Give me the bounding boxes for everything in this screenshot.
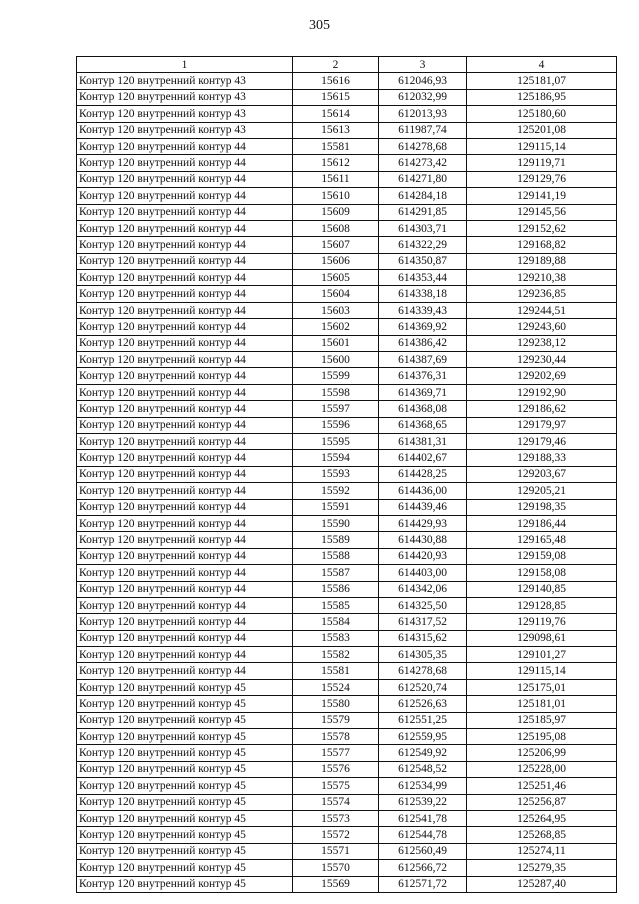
contour-name-cell: Контур 120 внутренний контур 44	[77, 352, 293, 368]
point-number-cell: 15577	[293, 745, 379, 761]
table-row	[77, 138, 617, 154]
table-header	[77, 57, 617, 73]
x-coordinate-cell: 614368,65	[379, 417, 467, 433]
x-coordinate-cell: 614305,35	[379, 647, 467, 663]
table-row	[77, 810, 617, 826]
x-coordinate-cell: 614402,67	[379, 450, 467, 466]
contour-name-cell: Контур 120 внутренний контур 44	[77, 630, 293, 646]
contour-name-cell: Контур 120 внутренний контур 43	[77, 89, 293, 105]
point-number-cell: 15586	[293, 581, 379, 597]
y-coordinate-cell: 125181,01	[467, 696, 617, 712]
table-row	[77, 220, 617, 236]
point-number-cell: 15574	[293, 794, 379, 810]
contour-name-cell: Контур 120 внутренний контур 45	[77, 810, 293, 826]
x-coordinate-cell: 614439,46	[379, 499, 467, 515]
y-coordinate-cell: 125274,11	[467, 843, 617, 859]
point-number-cell: 15600	[293, 352, 379, 368]
column-header-3: 3	[379, 57, 467, 73]
x-coordinate-cell: 612541,78	[379, 810, 467, 826]
contour-name-cell: Контур 120 внутренний контур 45	[77, 761, 293, 777]
table-row	[77, 237, 617, 253]
point-number-cell: 15583	[293, 630, 379, 646]
y-coordinate-cell: 125279,35	[467, 860, 617, 876]
contour-name-cell: Контур 120 внутренний контур 44	[77, 188, 293, 204]
y-coordinate-cell: 125251,46	[467, 778, 617, 794]
table-row	[77, 352, 617, 368]
y-coordinate-cell: 129165,48	[467, 532, 617, 548]
x-coordinate-cell: 614315,62	[379, 630, 467, 646]
point-number-cell: 15575	[293, 778, 379, 794]
y-coordinate-cell: 125256,87	[467, 794, 617, 810]
contour-name-cell: Контур 120 внутренний контур 45	[77, 696, 293, 712]
x-coordinate-cell: 614338,18	[379, 286, 467, 302]
contour-name-cell: Контур 120 внутренний контур 44	[77, 302, 293, 318]
table-row	[77, 188, 617, 204]
page-number: 305	[309, 18, 330, 33]
x-coordinate-cell: 614369,92	[379, 319, 467, 335]
contour-name-cell: Контур 120 внутренний контур 44	[77, 483, 293, 499]
point-number-cell: 15607	[293, 237, 379, 253]
x-coordinate-cell: 611987,74	[379, 122, 467, 138]
y-coordinate-cell: 129141,19	[467, 188, 617, 204]
y-coordinate-cell: 125264,95	[467, 810, 617, 826]
table-row	[77, 335, 617, 351]
column-header-1: 1	[77, 57, 293, 73]
x-coordinate-cell: 614303,71	[379, 220, 467, 236]
y-coordinate-cell: 125228,00	[467, 761, 617, 777]
table-row	[77, 171, 617, 187]
y-coordinate-cell: 129140,85	[467, 581, 617, 597]
x-coordinate-cell: 612013,93	[379, 106, 467, 122]
x-coordinate-cell: 612566,72	[379, 860, 467, 876]
column-header-2: 2	[293, 57, 379, 73]
table-row	[77, 761, 617, 777]
table-row	[77, 860, 617, 876]
point-number-cell: 15601	[293, 335, 379, 351]
point-number-cell: 15569	[293, 876, 379, 892]
x-coordinate-cell: 614339,43	[379, 302, 467, 318]
point-number-cell: 15602	[293, 319, 379, 335]
x-coordinate-cell: 614436,00	[379, 483, 467, 499]
x-coordinate-cell: 614325,50	[379, 597, 467, 613]
x-coordinate-cell: 612560,49	[379, 843, 467, 859]
point-number-cell: 15570	[293, 860, 379, 876]
y-coordinate-cell: 129158,08	[467, 565, 617, 581]
point-number-cell: 15581	[293, 138, 379, 154]
contour-name-cell: Контур 120 внутренний контур 45	[77, 712, 293, 728]
table-row	[77, 319, 617, 335]
x-coordinate-cell: 614317,52	[379, 614, 467, 630]
table-row	[77, 106, 617, 122]
y-coordinate-cell: 129119,71	[467, 155, 617, 171]
table-row	[77, 433, 617, 449]
y-coordinate-cell: 125206,99	[467, 745, 617, 761]
table-row	[77, 483, 617, 499]
x-coordinate-cell: 614342,06	[379, 581, 467, 597]
table-row	[77, 876, 617, 892]
point-number-cell: 15573	[293, 810, 379, 826]
x-coordinate-cell: 614429,93	[379, 515, 467, 531]
point-number-cell: 15579	[293, 712, 379, 728]
y-coordinate-cell: 129192,90	[467, 384, 617, 400]
contour-name-cell: Контур 120 внутренний контур 45	[77, 745, 293, 761]
contour-name-cell: Контур 120 внутренний контур 45	[77, 794, 293, 810]
point-number-cell: 15613	[293, 122, 379, 138]
contour-name-cell: Контур 120 внутренний контур 44	[77, 270, 293, 286]
x-coordinate-cell: 612539,22	[379, 794, 467, 810]
contour-name-cell: Контур 120 внутренний контур 45	[77, 827, 293, 843]
x-coordinate-cell: 614430,88	[379, 532, 467, 548]
contour-name-cell: Контур 120 внутренний контур 44	[77, 335, 293, 351]
x-coordinate-cell: 614369,71	[379, 384, 467, 400]
point-number-cell: 15591	[293, 499, 379, 515]
table-row	[77, 794, 617, 810]
contour-name-cell: Контур 120 внутренний контур 44	[77, 253, 293, 269]
table-row	[77, 499, 617, 515]
point-number-cell: 15589	[293, 532, 379, 548]
contour-name-cell: Контур 120 внутренний контур 43	[77, 73, 293, 89]
y-coordinate-cell: 129238,12	[467, 335, 617, 351]
point-number-cell: 15572	[293, 827, 379, 843]
contour-name-cell: Контур 120 внутренний контур 44	[77, 614, 293, 630]
contour-name-cell: Контур 120 внутренний контур 44	[77, 319, 293, 335]
y-coordinate-cell: 125268,85	[467, 827, 617, 843]
x-coordinate-cell: 614387,69	[379, 352, 467, 368]
x-coordinate-cell: 614376,31	[379, 368, 467, 384]
y-coordinate-cell: 125181,07	[467, 73, 617, 89]
y-coordinate-cell: 129236,85	[467, 286, 617, 302]
x-coordinate-cell: 614403,00	[379, 565, 467, 581]
point-number-cell: 15585	[293, 597, 379, 613]
table-row	[77, 745, 617, 761]
y-coordinate-cell: 125201,08	[467, 122, 617, 138]
contour-name-cell: Контур 120 внутренний контур 45	[77, 876, 293, 892]
point-number-cell: 15582	[293, 647, 379, 663]
contour-name-cell: Контур 120 внутренний контур 43	[77, 122, 293, 138]
point-number-cell: 15609	[293, 204, 379, 220]
x-coordinate-cell: 612559,95	[379, 729, 467, 745]
point-number-cell: 15578	[293, 729, 379, 745]
y-coordinate-cell: 129098,61	[467, 630, 617, 646]
contour-name-cell: Контур 120 внутренний контур 44	[77, 237, 293, 253]
point-number-cell: 15616	[293, 73, 379, 89]
y-coordinate-cell: 129202,69	[467, 368, 617, 384]
point-number-cell: 15597	[293, 401, 379, 417]
y-coordinate-cell: 129230,44	[467, 352, 617, 368]
point-number-cell: 15599	[293, 368, 379, 384]
table-row	[77, 368, 617, 384]
point-number-cell: 15596	[293, 417, 379, 433]
y-coordinate-cell: 129152,62	[467, 220, 617, 236]
contour-name-cell: Контур 120 внутренний контур 44	[77, 417, 293, 433]
contour-name-cell: Контур 120 внутренний контур 45	[77, 778, 293, 794]
y-coordinate-cell: 125287,40	[467, 876, 617, 892]
point-number-cell: 15612	[293, 155, 379, 171]
y-coordinate-cell: 129168,82	[467, 237, 617, 253]
x-coordinate-cell: 614273,42	[379, 155, 467, 171]
x-coordinate-cell: 614368,08	[379, 401, 467, 417]
x-coordinate-cell: 612544,78	[379, 827, 467, 843]
y-coordinate-cell: 129210,38	[467, 270, 617, 286]
y-coordinate-cell: 129101,27	[467, 647, 617, 663]
y-coordinate-cell: 129129,76	[467, 171, 617, 187]
table-row	[77, 532, 617, 548]
y-coordinate-cell: 129119,76	[467, 614, 617, 630]
point-number-cell: 15604	[293, 286, 379, 302]
contour-name-cell: Контур 120 внутренний контур 44	[77, 515, 293, 531]
table-row	[77, 270, 617, 286]
contour-name-cell: Контур 120 внутренний контур 45	[77, 729, 293, 745]
y-coordinate-cell: 129186,62	[467, 401, 617, 417]
x-coordinate-cell: 614271,80	[379, 171, 467, 187]
point-number-cell: 15610	[293, 188, 379, 204]
table-row	[77, 679, 617, 695]
contour-name-cell: Контур 120 внутренний контур 44	[77, 565, 293, 581]
y-coordinate-cell: 129188,33	[467, 450, 617, 466]
contour-name-cell: Контур 120 внутренний контур 43	[77, 106, 293, 122]
table-row	[77, 614, 617, 630]
x-coordinate-cell: 612032,99	[379, 89, 467, 105]
y-coordinate-cell: 125185,97	[467, 712, 617, 728]
x-coordinate-cell: 614353,44	[379, 270, 467, 286]
table-row	[77, 89, 617, 105]
table-row	[77, 253, 617, 269]
point-number-cell: 15581	[293, 663, 379, 679]
x-coordinate-cell: 612549,92	[379, 745, 467, 761]
x-coordinate-cell: 612571,72	[379, 876, 467, 892]
contour-name-cell: Контур 120 внутренний контур 44	[77, 532, 293, 548]
x-coordinate-cell: 612534,99	[379, 778, 467, 794]
y-coordinate-cell: 125180,60	[467, 106, 617, 122]
point-number-cell: 15592	[293, 483, 379, 499]
contour-name-cell: Контур 120 внутренний контур 44	[77, 138, 293, 154]
x-coordinate-cell: 614322,29	[379, 237, 467, 253]
y-coordinate-cell: 125175,01	[467, 679, 617, 695]
table-row	[77, 565, 617, 581]
table-row	[77, 548, 617, 564]
table-row	[77, 384, 617, 400]
table-row	[77, 696, 617, 712]
y-coordinate-cell: 129159,08	[467, 548, 617, 564]
contour-name-cell: Контур 120 внутренний контур 45	[77, 860, 293, 876]
contour-name-cell: Контур 120 внутренний контур 44	[77, 384, 293, 400]
y-coordinate-cell: 129203,67	[467, 466, 617, 482]
point-number-cell: 15584	[293, 614, 379, 630]
contour-name-cell: Контур 120 внутренний контур 44	[77, 450, 293, 466]
table-row	[77, 302, 617, 318]
table-row	[77, 515, 617, 531]
x-coordinate-cell: 614284,18	[379, 188, 467, 204]
contour-name-cell: Контур 120 внутренний контур 44	[77, 597, 293, 613]
table-row	[77, 450, 617, 466]
x-coordinate-cell: 612520,74	[379, 679, 467, 695]
contour-name-cell: Контур 120 внутренний контур 44	[77, 548, 293, 564]
x-coordinate-cell: 614291,85	[379, 204, 467, 220]
table-row	[77, 597, 617, 613]
contour-name-cell: Контур 120 внутренний контур 45	[77, 679, 293, 695]
table-row	[77, 155, 617, 171]
point-number-cell: 15587	[293, 565, 379, 581]
column-header-4: 4	[467, 57, 617, 73]
x-coordinate-cell: 614420,93	[379, 548, 467, 564]
table-row	[77, 286, 617, 302]
y-coordinate-cell: 129145,56	[467, 204, 617, 220]
x-coordinate-cell: 614278,68	[379, 138, 467, 154]
y-coordinate-cell: 129179,46	[467, 433, 617, 449]
table-row	[77, 73, 617, 89]
point-number-cell: 15588	[293, 548, 379, 564]
table-row	[77, 843, 617, 859]
point-number-cell: 15611	[293, 171, 379, 187]
table-row	[77, 778, 617, 794]
contour-name-cell: Контур 120 внутренний контур 44	[77, 204, 293, 220]
contour-name-cell: Контур 120 внутренний контур 44	[77, 663, 293, 679]
x-coordinate-cell: 612046,93	[379, 73, 467, 89]
x-coordinate-cell: 614350,87	[379, 253, 467, 269]
contour-name-cell: Контур 120 внутренний контур 44	[77, 581, 293, 597]
table-row	[77, 581, 617, 597]
table-row	[77, 729, 617, 745]
point-number-cell: 15524	[293, 679, 379, 695]
y-coordinate-cell: 125195,08	[467, 729, 617, 745]
point-number-cell: 15606	[293, 253, 379, 269]
x-coordinate-cell: 614428,25	[379, 466, 467, 482]
table-row	[77, 647, 617, 663]
table-row	[77, 466, 617, 482]
contour-name-cell: Контур 120 внутренний контур 44	[77, 286, 293, 302]
contour-name-cell: Контур 120 внутренний контур 44	[77, 220, 293, 236]
point-number-cell: 15608	[293, 220, 379, 236]
point-number-cell: 15580	[293, 696, 379, 712]
y-coordinate-cell: 129243,60	[467, 319, 617, 335]
contour-name-cell: Контур 120 внутренний контур 45	[77, 843, 293, 859]
table-row	[77, 712, 617, 728]
point-number-cell: 15576	[293, 761, 379, 777]
point-number-cell: 15571	[293, 843, 379, 859]
point-number-cell: 15595	[293, 433, 379, 449]
point-number-cell: 15614	[293, 106, 379, 122]
y-coordinate-cell: 129198,35	[467, 499, 617, 515]
coordinates-table	[76, 56, 617, 893]
x-coordinate-cell: 614386,42	[379, 335, 467, 351]
point-number-cell: 15593	[293, 466, 379, 482]
point-number-cell: 15605	[293, 270, 379, 286]
x-coordinate-cell: 612551,25	[379, 712, 467, 728]
x-coordinate-cell: 612526,63	[379, 696, 467, 712]
table-row	[77, 417, 617, 433]
x-coordinate-cell: 614278,68	[379, 663, 467, 679]
point-number-cell: 15594	[293, 450, 379, 466]
y-coordinate-cell: 129115,14	[467, 138, 617, 154]
y-coordinate-cell: 129128,85	[467, 597, 617, 613]
y-coordinate-cell: 129179,97	[467, 417, 617, 433]
table-row	[77, 401, 617, 417]
y-coordinate-cell: 129189,88	[467, 253, 617, 269]
contour-name-cell: Контур 120 внутренний контур 44	[77, 466, 293, 482]
contour-name-cell: Контур 120 внутренний контур 44	[77, 368, 293, 384]
y-coordinate-cell: 129115,14	[467, 663, 617, 679]
y-coordinate-cell: 125186,95	[467, 89, 617, 105]
point-number-cell: 15590	[293, 515, 379, 531]
table-row	[77, 630, 617, 646]
table-row	[77, 122, 617, 138]
table-row	[77, 827, 617, 843]
contour-name-cell: Контур 120 внутренний контур 44	[77, 401, 293, 417]
contour-name-cell: Контур 120 внутренний контур 44	[77, 647, 293, 663]
table-body	[77, 73, 617, 893]
table-row	[77, 663, 617, 679]
point-number-cell: 15598	[293, 384, 379, 400]
contour-name-cell: Контур 120 внутренний контур 44	[77, 499, 293, 515]
contour-name-cell: Контур 120 внутренний контур 44	[77, 433, 293, 449]
point-number-cell: 15603	[293, 302, 379, 318]
point-number-cell: 15615	[293, 89, 379, 105]
header-row	[77, 57, 617, 73]
y-coordinate-cell: 129186,44	[467, 515, 617, 531]
x-coordinate-cell: 612548,52	[379, 761, 467, 777]
table-row	[77, 204, 617, 220]
contour-name-cell: Контур 120 внутренний контур 44	[77, 155, 293, 171]
contour-name-cell: Контур 120 внутренний контур 44	[77, 171, 293, 187]
x-coordinate-cell: 614381,31	[379, 433, 467, 449]
y-coordinate-cell: 129205,21	[467, 483, 617, 499]
y-coordinate-cell: 129244,51	[467, 302, 617, 318]
